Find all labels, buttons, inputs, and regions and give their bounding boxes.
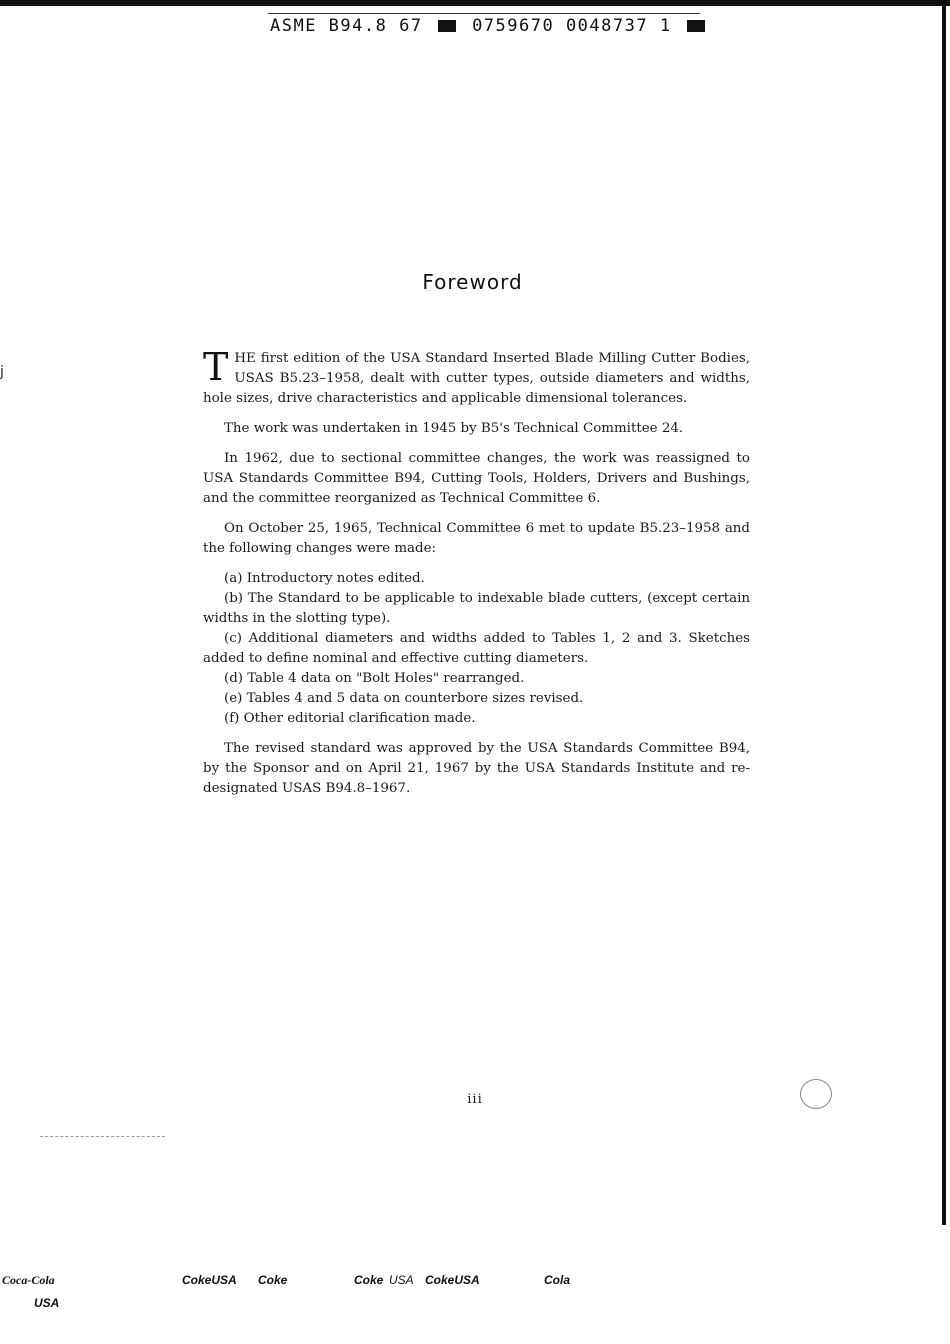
watermark-cola: Cola (544, 1273, 571, 1287)
barcode-block-icon (687, 20, 705, 32)
paragraph-approval: The revised standard was approved by the USA Standards Committee B94, by the Sponsor and on April 21, 1967 by the USA Standards Institute and re-designated USAS B94.8–1967. (203, 741, 750, 796)
list-item: (a) Introductory notes edited. (224, 571, 425, 586)
watermark-usa: USA (389, 1273, 414, 1287)
right-border-rule (942, 0, 946, 1225)
foreword-body (203, 345, 750, 809)
list-item: (e) Tables 4 and 5 data on counterbore sizes revised. (224, 691, 584, 706)
header-underline (268, 13, 700, 14)
paragraph-intro (203, 345, 750, 409)
document-code-part2: 0759670 0048737 1 (472, 16, 672, 36)
margin-mark: j (0, 364, 4, 380)
list-item: (c) Additional diameters and widths added to Tables 1, 2 and 3. Sketches added to define nominal and effective cutting diameters. (203, 631, 750, 666)
changes-list (203, 569, 750, 729)
watermark-coke: Coke (258, 1273, 288, 1287)
watermark-cokeusa: CokeUSA (425, 1273, 480, 1287)
document-code-header (270, 16, 700, 36)
page-title: Foreword (422, 270, 523, 294)
page-number: iii (467, 1092, 483, 1107)
top-border-rule (0, 0, 950, 6)
list-item: (f) Other editorial clarification made. (224, 711, 476, 726)
document-code-part1: ASME B94.8 67 (270, 16, 423, 36)
paragraph-intro-text: HE first edition of the USA Standard Inserted Blade Milling Cutter Bodies, USAS B5.23–1958, dealt with cutter types, outside diameters and widths, hole sizes, drive characteristics and applicable dimensional tolerances. (203, 351, 750, 406)
watermark-coke: Coke (354, 1273, 384, 1287)
barcode-block-icon (438, 20, 456, 32)
paragraph-reassignment: In 1962, due to sectional committee changes, the work was reassigned to USA Standards Committee B94, Cutting Tools, Holders, Drivers and Bushings, and the committee reorganized as Technical Committee 6. (203, 451, 750, 506)
paragraph-update: On October 25, 1965, Technical Committee 6 met to update B5.23–1958 and the following changes were made: (203, 521, 750, 556)
list-item: (b) The Standard to be applicable to indexable blade cutters, (except certain widths in the slotting type). (203, 591, 750, 626)
watermark-cokeusa: CokeUSA (182, 1273, 237, 1287)
watermark-coca-cola: Coca-Cola (2, 1273, 55, 1287)
dashed-rule (40, 1136, 165, 1137)
paragraph-history: The work was undertaken in 1945 by B5's Technical Committee 24. (224, 421, 684, 436)
drop-cap: T (203, 345, 229, 389)
list-item: (d) Table 4 data on "Bolt Holes" rearranged. (224, 671, 525, 686)
watermark-usa: USA (34, 1296, 60, 1310)
stamp-circle-icon (800, 1079, 832, 1109)
